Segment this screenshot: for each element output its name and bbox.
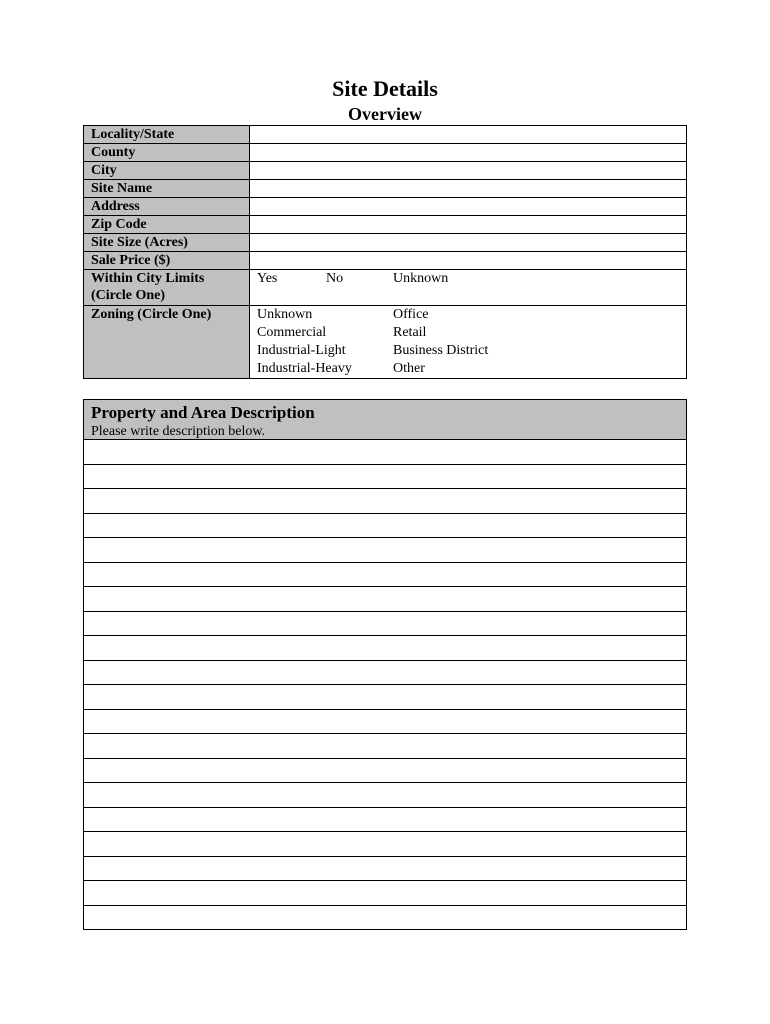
site-name-field[interactable]: [250, 180, 687, 198]
page-title: Site Details: [332, 76, 438, 101]
zoning-option-other[interactable]: Other: [393, 361, 425, 376]
zip-code-label: Zip Code: [84, 216, 250, 234]
zip-code-field[interactable]: [250, 216, 687, 234]
option-unknown[interactable]: Unknown: [393, 271, 449, 286]
county-label: County: [84, 144, 250, 162]
table-row: [84, 162, 687, 180]
sale-price-label: Sale Price ($): [84, 252, 250, 270]
site-size-label: Site Size (Acres): [84, 234, 250, 252]
description-line[interactable]: [84, 783, 686, 808]
locality-label: Locality/State: [84, 126, 250, 144]
table-row: [84, 306, 687, 379]
description-line[interactable]: [84, 881, 686, 906]
site-name-label: Site Name: [84, 180, 250, 198]
table-row: [84, 234, 687, 252]
description-line[interactable]: [84, 612, 686, 637]
option-yes[interactable]: Yes: [257, 271, 278, 286]
option-no[interactable]: No: [326, 271, 344, 286]
zoning-option-commercial[interactable]: Commercial: [257, 325, 327, 340]
zoning-option-industrial-light[interactable]: Industrial-Light: [257, 343, 346, 358]
property-description-section: [83, 399, 687, 930]
sale-price-field[interactable]: [250, 252, 687, 270]
description-line[interactable]: [84, 685, 686, 710]
description-line[interactable]: [84, 906, 686, 930]
zoning-option-unknown[interactable]: Unknown: [257, 307, 313, 322]
city-limits-options: [250, 270, 687, 306]
site-size-field[interactable]: [250, 234, 687, 252]
table-row: [84, 252, 687, 270]
city-label: City: [84, 162, 250, 180]
table-row: [84, 270, 687, 306]
property-description-title: Property and Area Description: [91, 403, 315, 422]
table-row: [84, 180, 687, 198]
section-title-overview: Overview: [348, 104, 422, 124]
table-row: [84, 126, 687, 144]
address-label: Address: [84, 198, 250, 216]
zoning-label: Zoning (Circle One): [84, 306, 250, 379]
city-field[interactable]: [250, 162, 687, 180]
zoning-option-business-district[interactable]: Business District: [393, 343, 489, 358]
description-line[interactable]: [84, 563, 686, 588]
table-row: [84, 144, 687, 162]
description-line[interactable]: [84, 808, 686, 833]
city-limits-label: [84, 270, 250, 306]
locality-field[interactable]: [250, 126, 687, 144]
table-row: [84, 216, 687, 234]
description-line[interactable]: [84, 857, 686, 882]
zoning-option-office[interactable]: Office: [393, 307, 429, 322]
description-line[interactable]: [84, 710, 686, 735]
description-line[interactable]: [84, 759, 686, 784]
description-line[interactable]: [84, 832, 686, 857]
description-line[interactable]: [84, 440, 686, 465]
description-line[interactable]: [84, 636, 686, 661]
zoning-option-industrial-heavy[interactable]: Industrial-Heavy: [257, 361, 352, 376]
description-line[interactable]: [84, 734, 686, 759]
overview-table: [83, 125, 687, 379]
table-row: [84, 198, 687, 216]
description-line[interactable]: [84, 661, 686, 686]
description-line[interactable]: [84, 538, 686, 563]
address-field[interactable]: [250, 198, 687, 216]
description-line[interactable]: [84, 587, 686, 612]
description-line[interactable]: [84, 465, 686, 490]
property-description-instructions: Please write description below.: [91, 424, 266, 439]
property-description-header: [84, 400, 686, 440]
zoning-option-retail[interactable]: Retail: [393, 325, 427, 340]
description-line[interactable]: [84, 514, 686, 539]
county-field[interactable]: [250, 144, 687, 162]
description-line[interactable]: [84, 489, 686, 514]
city-limits-label-line-2: (Circle One): [91, 288, 165, 303]
zoning-options: [250, 306, 687, 379]
city-limits-label-line-1: Within City Limits: [91, 271, 205, 286]
description-lines: [84, 440, 686, 929]
